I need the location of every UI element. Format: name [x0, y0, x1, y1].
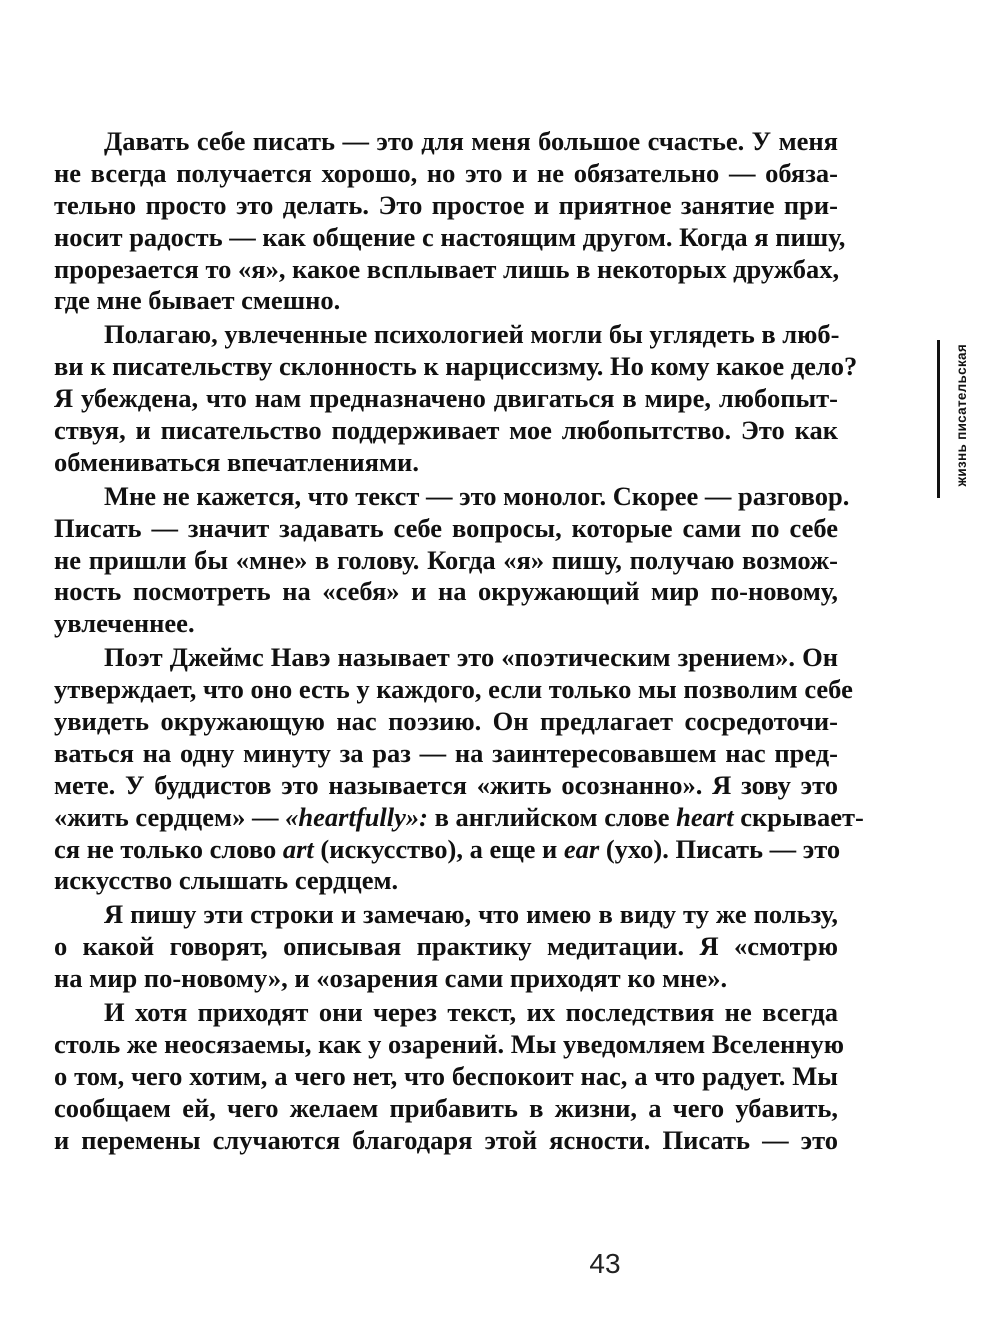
text-line: не всегда получается хорошо, но это и не обязательно — обяза-: [54, 157, 838, 188]
page-number: 43: [589, 1248, 621, 1279]
text-line: Поэт Джеймс Навэ называет это «поэтическим зрением». Он: [104, 642, 838, 673]
text-line: о какой говорят, описывая практику медитации. Я «смотрю: [54, 931, 838, 962]
text-line: утверждает, что оно есть у каждого, если только мы позволим себе: [54, 674, 853, 705]
running-head-title: жизнь писательская: [954, 344, 969, 487]
text-line: и перемены случаются благодаря этой ясности. Писать — это: [54, 1124, 838, 1155]
text-line: обмениваться впечатлениями.: [54, 446, 419, 477]
running-head-rule: [937, 340, 940, 498]
running-head: [906, 340, 969, 498]
text-line: прорезается то «я», какое всплывает лишь в некоторых дружбах,: [54, 253, 840, 284]
text-run: (ухо). Писать — это: [599, 833, 841, 864]
text-line: ность посмотреть на «себя» и на окружающий мир по-новому,: [54, 576, 838, 607]
body-text: [54, 126, 864, 1157]
text-line: сообщаем ей, чего желаем прибавить в жизни, а чего убавить,: [54, 1092, 838, 1123]
text-line: [54, 801, 864, 834]
paragraph: [54, 997, 845, 1156]
text-line: ствуя, и писательство поддерживает мое любопытство. Это как: [54, 415, 838, 446]
text-run: ся не только слово: [54, 833, 283, 864]
text-run: (искусство), а еще и: [313, 833, 564, 864]
text-line: тельно просто это делать. Это простое и приятное занятие при-: [54, 189, 838, 220]
paragraph: [54, 126, 846, 317]
text-line: о том, чего хотим, а чего нет, что беспокоит нас, а что радует. Мы: [54, 1060, 838, 1091]
paragraph: [54, 642, 864, 897]
text-line: Полагаю, увлеченные психологией могли бы углядеть в люб-: [104, 319, 840, 350]
text-run: в английском слове: [427, 801, 677, 832]
text-run: скрывает-: [733, 801, 864, 832]
text-line: не пришли бы «мне» в голову. Когда «я» пишу, получаю возмож-: [54, 544, 838, 575]
paragraph: [54, 480, 850, 640]
text-line: на мир по-новому», и «озарения сами приходят ко мне».: [54, 963, 728, 994]
text-line: Я убеждена, что нам предназначено двигаться в мире, любопыт-: [54, 383, 838, 414]
text-line: Я пишу эти строки и замечаю, что имею в виду ту же пользу,: [104, 899, 838, 930]
text-line: увлеченнее.: [54, 608, 195, 639]
text-line: мете. У буддистов это называется «жить осознанно». Я зову это: [54, 769, 838, 800]
text-line: искусство слышать сердцем.: [54, 865, 399, 896]
italic-text-run: art: [282, 833, 314, 864]
paragraph: [54, 899, 838, 995]
text-line: ви к писательству склонность к нарциссизму. Но кому какое дело?: [54, 351, 858, 382]
text-line: И хотя приходят они через текст, их последствия не всегда: [104, 997, 838, 1028]
text-line: [54, 833, 841, 866]
text-line: Писать — значит задавать себе вопросы, которые сами по себе: [54, 512, 838, 543]
text-line: увидеть окружающую нас поэзию. Он предлагает сосредоточи-: [54, 706, 838, 737]
paragraph: [54, 319, 858, 478]
text-line: где мне бывает смешно.: [54, 285, 341, 316]
text-line: ваться на одну минуту за раз — на заинтересовавшем нас пред-: [54, 737, 838, 768]
italic-text-run: «heartfully»:: [285, 801, 428, 832]
text-run: «жить сердцем» —: [54, 801, 286, 832]
text-line: столь же неосязаемы, как у озарений. Мы уведомляем Вселенную: [54, 1028, 845, 1059]
text-line: Давать себе писать — это для меня большое счастье. У меня: [104, 126, 838, 156]
text-line: Мне не кажется, что текст — это монолог. Скорее — разговор.: [104, 480, 850, 511]
italic-text-run: ear: [563, 833, 600, 864]
italic-text-run: heart: [676, 801, 734, 832]
text-line: носит радость — как общение с настоящим другом. Когда я пишу,: [54, 221, 846, 252]
